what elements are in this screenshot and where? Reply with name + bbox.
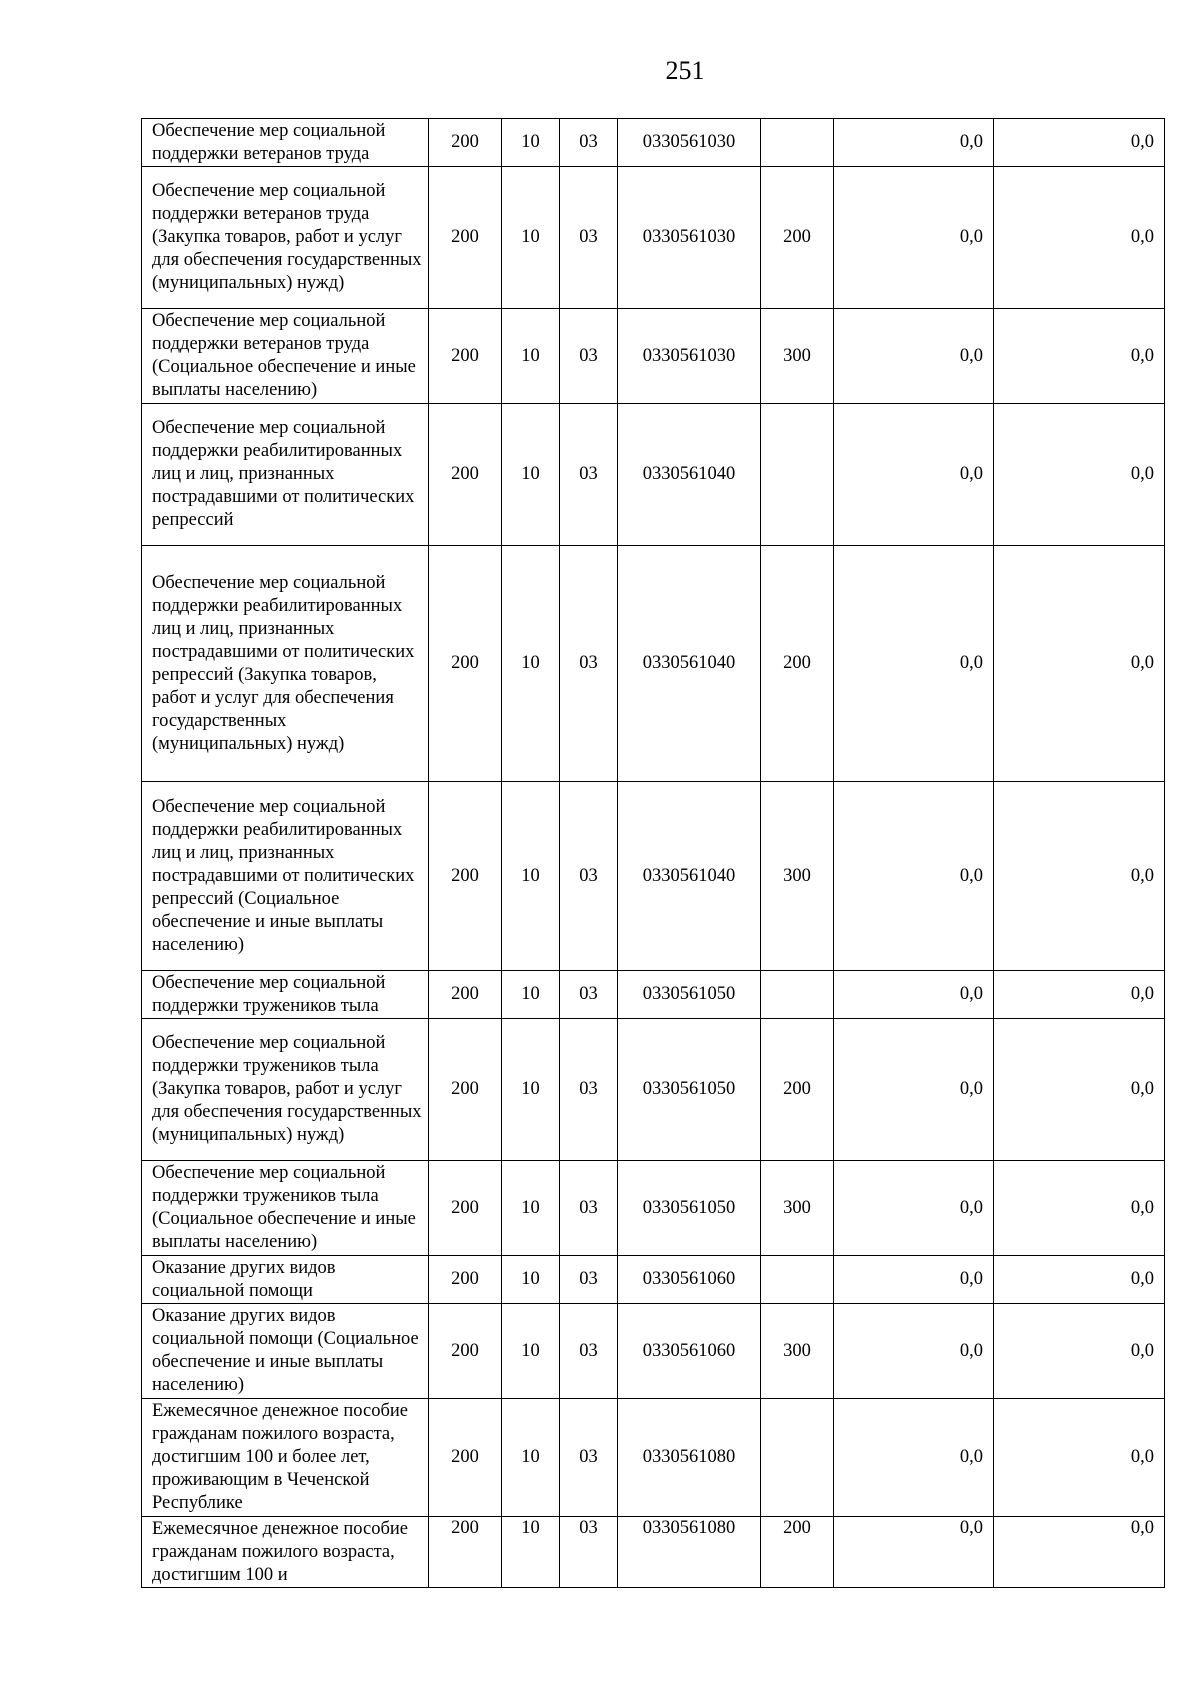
row-subsection-code: 03 <box>560 1517 618 1588</box>
row-subsection-code: 03 <box>560 1399 618 1517</box>
row-section-code: 10 <box>502 1256 560 1304</box>
row-amount-1: 0,0 <box>834 1304 994 1399</box>
row-target-code: 0330561030 <box>618 167 761 309</box>
row-subsection-code: 03 <box>560 1161 618 1256</box>
row-ministry-code: 200 <box>429 782 502 971</box>
row-section-code: 10 <box>502 782 560 971</box>
row-amount-1: 0,0 <box>834 1019 994 1161</box>
row-amount-2: 0,0 <box>994 782 1165 971</box>
row-amount-2: 0,0 <box>994 404 1165 546</box>
table-row <box>142 1161 1165 1256</box>
table-row <box>142 1399 1165 1517</box>
row-amount-2: 0,0 <box>994 971 1165 1019</box>
row-target-code: 0330561080 <box>618 1517 761 1588</box>
table-row <box>142 309 1165 404</box>
row-expense-type <box>761 971 834 1019</box>
table-row <box>142 971 1165 1019</box>
row-subsection-code: 03 <box>560 546 618 782</box>
row-description: Обеспечение мер социальной поддержки тружеников тыла <box>142 971 429 1019</box>
row-subsection-code: 03 <box>560 309 618 404</box>
row-section-code: 10 <box>502 167 560 309</box>
row-description: Ежемесячное денежное пособие гражданам пожилого возраста, достигшим 100 и <box>142 1517 429 1588</box>
row-ministry-code: 200 <box>429 119 502 167</box>
row-amount-1: 0,0 <box>834 1256 994 1304</box>
row-amount-2: 0,0 <box>994 1019 1165 1161</box>
row-ministry-code: 200 <box>429 546 502 782</box>
page-number: 251 <box>665 56 705 85</box>
table-row <box>142 119 1165 167</box>
row-description: Ежемесячное денежное пособие гражданам пожилого возраста, достигшим 100 и более лет, проживающим в Чеченской Республике <box>142 1399 429 1517</box>
row-expense-type: 200 <box>761 546 834 782</box>
row-description: Обеспечение мер социальной поддержки реабилитированных лиц и лиц, признанных пострадавшими от политических репрессий (Закупка товаров, работ и услуг для обеспечения государственных (муниципальных) нужд) <box>142 546 429 782</box>
row-amount-2: 0,0 <box>994 167 1165 309</box>
row-section-code: 10 <box>502 1517 560 1588</box>
row-section-code: 10 <box>502 1019 560 1161</box>
row-description: Обеспечение мер социальной поддержки ветеранов труда <box>142 119 429 167</box>
row-amount-1: 0,0 <box>834 1399 994 1517</box>
table-row <box>142 546 1165 782</box>
row-description: Обеспечение мер социальной поддержки тружеников тыла (Социальное обеспечение и иные выплаты населению) <box>142 1161 429 1256</box>
row-ministry-code: 200 <box>429 167 502 309</box>
row-target-code: 0330561080 <box>618 1399 761 1517</box>
row-amount-1: 0,0 <box>834 782 994 971</box>
row-amount-2: 0,0 <box>994 1399 1165 1517</box>
row-expense-type: 200 <box>761 167 834 309</box>
row-section-code: 10 <box>502 1161 560 1256</box>
row-target-code: 0330561050 <box>618 971 761 1019</box>
row-expense-type: 200 <box>761 1019 834 1161</box>
row-ministry-code: 200 <box>429 1517 502 1588</box>
row-ministry-code: 200 <box>429 1304 502 1399</box>
row-amount-1: 0,0 <box>834 119 994 167</box>
row-expense-type: 300 <box>761 1304 834 1399</box>
row-amount-1: 0,0 <box>834 404 994 546</box>
row-target-code: 0330561060 <box>618 1256 761 1304</box>
row-expense-type: 300 <box>761 782 834 971</box>
row-amount-1: 0,0 <box>834 309 994 404</box>
row-ministry-code: 200 <box>429 1256 502 1304</box>
row-subsection-code: 03 <box>560 119 618 167</box>
row-target-code: 0330561040 <box>618 782 761 971</box>
row-expense-type <box>761 119 834 167</box>
row-amount-1: 0,0 <box>834 971 994 1019</box>
row-amount-2: 0,0 <box>994 119 1165 167</box>
row-amount-1: 0,0 <box>834 1161 994 1256</box>
row-expense-type: 300 <box>761 1161 834 1256</box>
table-row <box>142 1304 1165 1399</box>
row-subsection-code: 03 <box>560 1304 618 1399</box>
row-description: Оказание других видов социальной помощи <box>142 1256 429 1304</box>
row-section-code: 10 <box>502 404 560 546</box>
row-amount-2: 0,0 <box>994 546 1165 782</box>
table-row <box>142 782 1165 971</box>
row-subsection-code: 03 <box>560 971 618 1019</box>
row-amount-2: 0,0 <box>994 1304 1165 1399</box>
budget-table <box>141 118 1165 1588</box>
row-ministry-code: 200 <box>429 1161 502 1256</box>
row-target-code: 0330561030 <box>618 119 761 167</box>
row-section-code: 10 <box>502 971 560 1019</box>
row-amount-2: 0,0 <box>994 1161 1165 1256</box>
table-row <box>142 1517 1165 1588</box>
row-expense-type: 200 <box>761 1517 834 1588</box>
row-description: Обеспечение мер социальной поддержки ветеранов труда (Социальное обеспечение и иные выплаты населению) <box>142 309 429 404</box>
row-section-code: 10 <box>502 1399 560 1517</box>
row-subsection-code: 03 <box>560 782 618 971</box>
row-expense-type: 300 <box>761 309 834 404</box>
row-section-code: 10 <box>502 546 560 782</box>
table-row <box>142 1019 1165 1161</box>
row-subsection-code: 03 <box>560 167 618 309</box>
row-expense-type <box>761 1399 834 1517</box>
table-row <box>142 1256 1165 1304</box>
row-section-code: 10 <box>502 1304 560 1399</box>
row-target-code: 0330561050 <box>618 1019 761 1161</box>
row-description: Обеспечение мер социальной поддержки ветеранов труда (Закупка товаров, работ и услуг для обеспечения государственных (муниципальных) нужд) <box>142 167 429 309</box>
row-target-code: 0330561040 <box>618 546 761 782</box>
row-amount-1: 0,0 <box>834 1517 994 1588</box>
row-description: Оказание других видов социальной помощи (Социальное обеспечение и иные выплаты населению) <box>142 1304 429 1399</box>
row-ministry-code: 200 <box>429 404 502 546</box>
row-ministry-code: 200 <box>429 1399 502 1517</box>
row-ministry-code: 200 <box>429 1019 502 1161</box>
row-amount-2: 0,0 <box>994 309 1165 404</box>
row-section-code: 10 <box>502 309 560 404</box>
row-expense-type <box>761 1256 834 1304</box>
row-expense-type <box>761 404 834 546</box>
row-target-code: 0330561030 <box>618 309 761 404</box>
table-row <box>142 404 1165 546</box>
row-amount-1: 0,0 <box>834 546 994 782</box>
table-row <box>142 167 1165 309</box>
row-amount-1: 0,0 <box>834 167 994 309</box>
row-target-code: 0330561050 <box>618 1161 761 1256</box>
row-section-code: 10 <box>502 119 560 167</box>
row-description: Обеспечение мер социальной поддержки реабилитированных лиц и лиц, признанных пострадавшими от политических репрессий <box>142 404 429 546</box>
row-description: Обеспечение мер социальной поддержки тружеников тыла (Закупка товаров, работ и услуг для обеспечения государственных (муниципальных) нужд) <box>142 1019 429 1161</box>
row-ministry-code: 200 <box>429 309 502 404</box>
row-target-code: 0330561060 <box>618 1304 761 1399</box>
row-subsection-code: 03 <box>560 1019 618 1161</box>
row-amount-2: 0,0 <box>994 1256 1165 1304</box>
row-description: Обеспечение мер социальной поддержки реабилитированных лиц и лиц, признанных пострадавшими от политических репрессий (Социальное обеспечение и иные выплаты населению) <box>142 782 429 971</box>
row-target-code: 0330561040 <box>618 404 761 546</box>
row-subsection-code: 03 <box>560 1256 618 1304</box>
row-amount-2: 0,0 <box>994 1517 1165 1588</box>
row-ministry-code: 200 <box>429 971 502 1019</box>
row-subsection-code: 03 <box>560 404 618 546</box>
